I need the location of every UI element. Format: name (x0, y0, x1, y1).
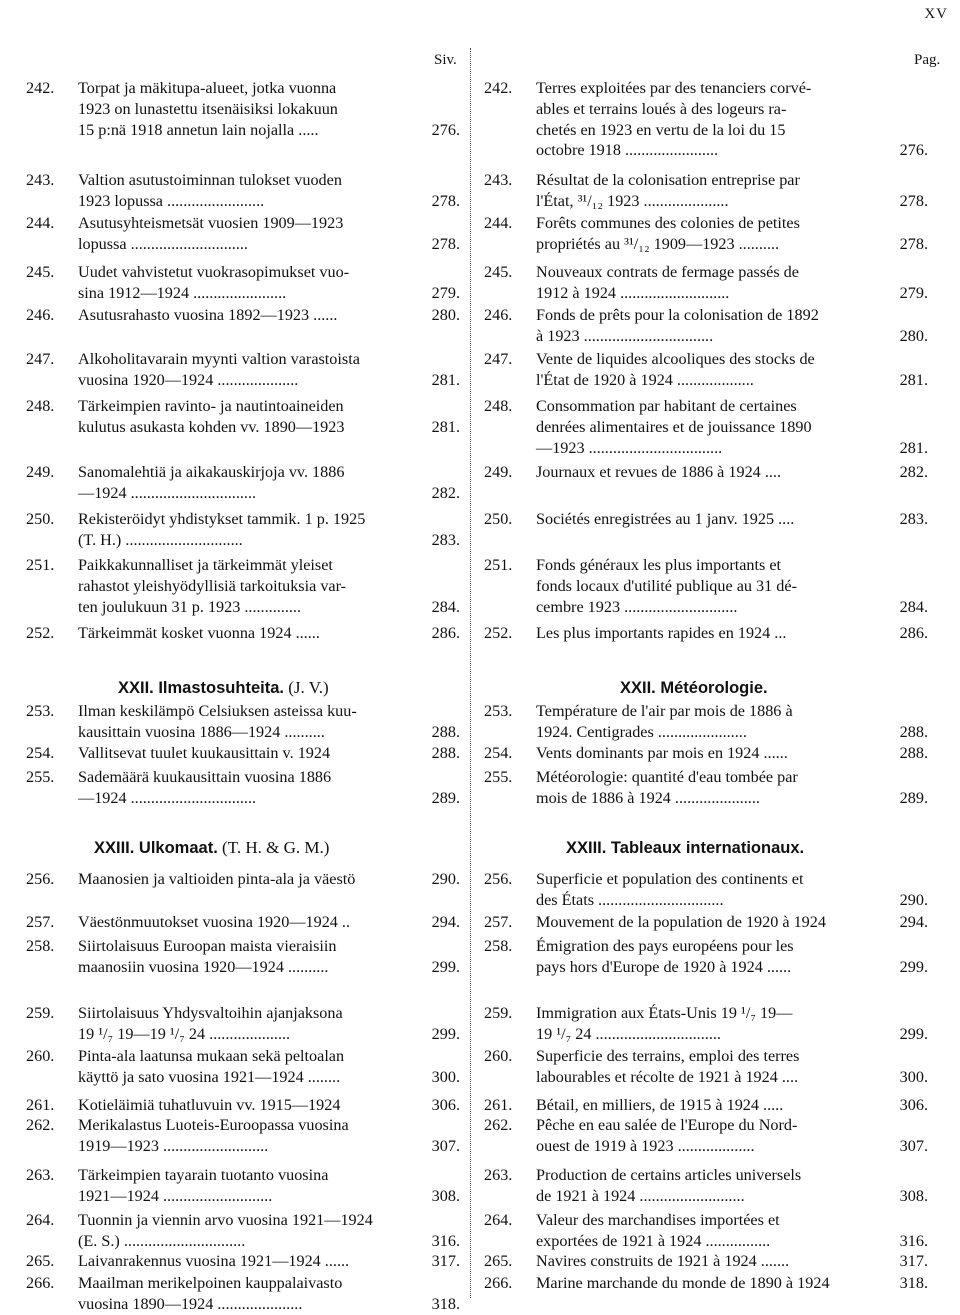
entry-title: Production de certains articles universels de 1921 à 1924 .......................... (536, 1166, 802, 1205)
entry-number: 260. (26, 1047, 55, 1065)
toc-entry (484, 869, 928, 911)
entry-title: Siirtolaisuus Yhdysvaltoihin ajanjaksona 19 ¹/₇ 19—19 ¹/₇ 24 .................... (78, 1004, 343, 1043)
entry-page: 290. (897, 890, 928, 911)
entry-page: 290. (429, 869, 460, 890)
entry-number: 258. (26, 937, 55, 955)
entry-body (536, 869, 928, 911)
entry-title: Kotieläimiä tuhatluvuin vv. 1915—1924 (78, 1096, 341, 1114)
entry-page: 279. (429, 283, 460, 304)
entry-page: 317. (897, 1251, 928, 1272)
entry-page: 299. (897, 1024, 928, 1045)
section-authors: (J. V.) (288, 678, 329, 697)
entry-page: 299. (429, 1024, 460, 1045)
entry-title: Fonds généraux les plus importants et fonds locaux d'utilité publique au 31 dé- cembre 1923 ............................ (536, 556, 797, 616)
entry-title: Tärkeimmät kosket vuonna 1924 ...... (78, 624, 320, 642)
pag-label: Pag. (914, 52, 941, 68)
toc-entry (484, 623, 928, 644)
entry-number: 259. (26, 1004, 55, 1022)
toc-entry (484, 509, 928, 530)
entry-body (536, 1273, 928, 1294)
entry-body (536, 396, 928, 458)
entry-page: 288. (429, 743, 460, 764)
toc-entry (26, 213, 460, 255)
entry-number: 260. (484, 1047, 513, 1065)
entry-number: 242. (484, 79, 513, 97)
entry-number: 245. (26, 263, 55, 281)
entry-page: 308. (429, 1186, 460, 1207)
entry-page: 299. (897, 957, 928, 978)
column-divider (470, 48, 471, 1298)
entry-number: 259. (484, 1004, 513, 1022)
entry-number: 257. (26, 913, 55, 931)
entry-number: 245. (484, 263, 513, 281)
entry-body (536, 1210, 928, 1252)
entry-body (78, 170, 460, 212)
section-heading: XXIII. Ulkomaat. (94, 839, 218, 857)
entry-title: Météorologie: quantité d'eau tombée par mois de 1886 à 1924 ..................... (536, 768, 798, 807)
entry-number: 254. (26, 744, 55, 762)
toc-entry (484, 1046, 928, 1088)
entry-title: Tuonnin ja viennin arvo vuosina 1921—1924 (E. S.) .............................. (78, 1211, 373, 1250)
toc-entry (26, 701, 460, 743)
section-title-xxiii-fr (566, 838, 804, 858)
entry-title: Väestönmuutokset vuosina 1920—1924 .. (78, 913, 351, 931)
entry-title: Nouveaux contrats de fermage passés de 1912 à 1924 ........................... (536, 263, 799, 302)
toc-entry (26, 1210, 460, 1252)
entry-body (536, 555, 928, 617)
page-number: XV (924, 6, 948, 22)
entry-number: 262. (484, 1116, 513, 1134)
entry-title: Résultat de la colonisation entreprise par l'État, ³¹/₁₂ 1923 ..................... (536, 171, 800, 210)
entry-body (78, 1251, 460, 1272)
entry-title: Tärkeimpien tayarain tuotanto vuosina 1921—1924 ........................... (78, 1166, 329, 1205)
entry-number: 262. (26, 1116, 55, 1134)
toc-entry (484, 936, 928, 978)
entry-body (536, 936, 928, 978)
entry-number: 250. (484, 510, 513, 528)
toc-entry (484, 743, 928, 764)
entry-title: Vente de liquides alcooliques des stocks de l'État de 1920 à 1924 ................... (536, 350, 815, 389)
entry-number: 254. (484, 744, 513, 762)
toc-entry (484, 305, 928, 347)
entry-number: 255. (484, 768, 513, 786)
entry-body (78, 78, 460, 140)
entry-number: 243. (484, 171, 513, 189)
entry-page: 306. (897, 1095, 928, 1116)
entry-number: 264. (26, 1211, 55, 1229)
entry-title: Valeur des marchandises importées et exportées de 1921 à 1924 ................ (536, 1211, 780, 1250)
toc-entry (26, 78, 460, 140)
entry-body (536, 262, 928, 304)
entry-body (78, 1046, 460, 1088)
toc-entry (484, 170, 928, 212)
entry-title: Paikkakunnalliset ja tärkeimmät yleiset rahastot yleishyödyllisiä tarkoituksia var- ten joulukuun 31 p. 1923 .............. (78, 556, 347, 616)
entry-page: 289. (429, 788, 460, 809)
entry-number: 255. (26, 768, 55, 786)
toc-entry (484, 767, 928, 809)
toc-entry (26, 912, 460, 933)
toc-entry (26, 462, 460, 504)
entry-number: 258. (484, 937, 513, 955)
toc-entry (26, 1115, 460, 1157)
entry-page: 316. (429, 1231, 460, 1252)
entry-title: Vents dominants par mois en 1924 ...... (536, 744, 788, 762)
entry-number: 256. (26, 870, 55, 888)
entry-body (536, 1115, 928, 1157)
entry-title: Sademäärä kuukausittain vuosina 1886 —1924 ............................... (78, 768, 332, 807)
section-heading: XXII. Météorologie. (620, 679, 768, 697)
entry-title: Vallitsevat tuulet kuukausittain v. 1924 (78, 744, 331, 762)
entry-page: 278. (897, 234, 928, 255)
entry-title: Mouvement de la population de 1920 à 1924 (536, 913, 826, 931)
entry-body (536, 767, 928, 809)
toc-entry (484, 396, 928, 458)
entry-body (78, 1095, 460, 1116)
toc-entry (484, 701, 928, 743)
entry-number: 264. (484, 1211, 513, 1229)
entry-title: Bétail, en milliers, de 1915 à 1924 ..... (536, 1096, 784, 1114)
entry-body (536, 170, 928, 212)
toc-entry (26, 1046, 460, 1088)
entry-body (78, 912, 460, 933)
entry-page: 306. (429, 1095, 460, 1116)
entry-number: 261. (26, 1096, 55, 1114)
entry-body (536, 912, 928, 933)
entry-page: 282. (897, 462, 928, 483)
toc-entry (484, 1115, 928, 1157)
entry-number: 256. (484, 870, 513, 888)
entry-page: 300. (897, 1067, 928, 1088)
siv-label: Siv. (434, 52, 457, 68)
entry-body (78, 1115, 460, 1157)
toc-entry (26, 1003, 460, 1045)
toc-entry (26, 1165, 460, 1207)
entry-number: 261. (484, 1096, 513, 1114)
entry-body (78, 1003, 460, 1045)
entry-number: 253. (484, 702, 513, 720)
entry-body (536, 1003, 928, 1045)
toc-entry (484, 555, 928, 617)
entry-body (536, 1251, 928, 1272)
entry-number: 247. (484, 350, 513, 368)
toc-entry (484, 1273, 928, 1294)
entry-page: 283. (429, 530, 460, 551)
entry-page: 308. (897, 1186, 928, 1207)
entry-page: 281. (897, 370, 928, 391)
entry-title: Ilman keskilämpö Celsiuksen asteissa kuu- kausittain vuosina 1886—1924 .......... (78, 702, 357, 741)
toc-entry (26, 767, 460, 809)
entry-page: 278. (429, 191, 460, 212)
entry-body (78, 1210, 460, 1252)
entry-page: 281. (897, 438, 928, 459)
entry-page: 294. (897, 912, 928, 933)
entry-title: Température de l'air par mois de 1886 à 1924. Centigrades ...................... (536, 702, 793, 741)
entry-number: 253. (26, 702, 55, 720)
entry-title: Superficie et population des continents et des États ............................... (536, 870, 804, 909)
toc-entry (26, 743, 460, 764)
entry-page: 286. (429, 623, 460, 644)
entry-body (78, 305, 460, 326)
entry-title: Tärkeimpien ravinto- ja nautintoaineiden kulutus asukasta kohden vv. 1890—1923 (78, 397, 345, 436)
entry-page: 284. (429, 597, 460, 618)
entry-title: Pinta-ala laatunsa mukaan sekä peltoalan käyttö ja sato vuosina 1921—1924 ........ (78, 1047, 345, 1086)
section-authors: (T. H. & G. M.) (222, 838, 330, 857)
entry-title: Sanomalehtiä ja aikakauskirjoja vv. 1886 —1924 ............................... (78, 463, 345, 502)
entry-title: Pêche en eau salée de l'Europe du Nord- ouest de 1919 à 1923 ................... (536, 1116, 798, 1155)
entry-body (78, 623, 460, 644)
entry-title: Uudet vahvistetut vuokrasopimukset vuo- sina 1912—1924 ....................... (78, 263, 350, 302)
entry-body (536, 462, 928, 483)
entry-number: 266. (484, 1274, 513, 1292)
entry-number: 265. (484, 1252, 513, 1270)
entry-body (78, 349, 460, 391)
toc-entry (484, 213, 928, 255)
entry-title: Alkoholitavarain myynti valtion varastoista vuosina 1920—1924 .................... (78, 350, 360, 389)
entry-body (78, 509, 460, 551)
entry-number: 244. (484, 214, 513, 232)
toc-entry (484, 349, 928, 391)
entry-title: Siirtolaisuus Euroopan maista vieraisiin maanosiin vuosina 1920—1924 .......... (78, 937, 337, 976)
toc-entry (26, 1095, 460, 1116)
entry-page: 276. (897, 140, 928, 161)
entry-page: 307. (429, 1136, 460, 1157)
entry-page: 286. (897, 623, 928, 644)
entry-page: 281. (429, 370, 460, 391)
entry-number: 263. (484, 1166, 513, 1184)
section-title-xxii-fi (118, 678, 329, 698)
entry-number: 251. (26, 556, 55, 574)
entry-page: 278. (897, 191, 928, 212)
entry-title: Laivanrakennus vuosina 1921—1924 ...... (78, 1252, 350, 1270)
entry-body (78, 1273, 460, 1315)
entry-title: Torpat ja mäkitupa-alueet, jotka vuonna 1923 on lunastettu itsenäisiksi lokakuun 15 p:nä 1918 annetun lain nojalla ..... (78, 79, 338, 139)
entry-body (536, 1095, 928, 1116)
entry-title: Marine marchande du monde de 1890 à 1924 (536, 1274, 830, 1292)
toc-entry (484, 462, 928, 483)
entry-number: 249. (26, 463, 55, 481)
entry-body (78, 767, 460, 809)
entry-page: 300. (429, 1067, 460, 1088)
entry-page: 318. (429, 1294, 460, 1315)
entry-title: Rekisteröidyt yhdistykset tammik. 1 p. 1925 (T. H.) ............................. (78, 510, 366, 549)
entry-body (78, 262, 460, 304)
section-heading: XXIII. Tableaux internationaux. (566, 839, 805, 857)
toc-entry (26, 509, 460, 551)
entry-body (78, 701, 460, 743)
entry-title: Les plus importants rapides en 1924 ... (536, 624, 787, 642)
entry-title: Asutusyhteismetsät vuosien 1909—1923 lopussa ............................. (78, 214, 344, 253)
entry-page: 307. (897, 1136, 928, 1157)
entry-number: 249. (484, 463, 513, 481)
entry-title: Maanosien ja valtioiden pinta-ala ja väestö (78, 870, 356, 888)
toc-entry (484, 912, 928, 933)
entry-title: Asutusrahasto vuosina 1892—1923 ...... (78, 306, 338, 324)
toc-entry (484, 262, 928, 304)
entry-number: 252. (484, 624, 513, 642)
entry-page: 288. (429, 722, 460, 743)
entry-title: Terres exploitées par des tenanciers corvé- ables et terrains loués à des logeurs ra- chetés en 1923 en vertu de la loi du 15 octobre 1918 ....................... (536, 79, 812, 160)
entry-number: 266. (26, 1274, 55, 1292)
entry-page: 282. (429, 483, 460, 504)
entry-body (78, 1165, 460, 1207)
entry-number: 248. (484, 397, 513, 415)
section-title-xxiii-fi (94, 838, 329, 858)
entry-body (78, 396, 460, 438)
entry-title: Fonds de prêts pour la colonisation de 1892 à 1923 ................................ (536, 306, 819, 345)
entry-body (78, 555, 460, 617)
entry-number: 248. (26, 397, 55, 415)
entry-page: 279. (897, 283, 928, 304)
toc-entry (484, 1165, 928, 1207)
entry-body (536, 305, 928, 347)
entry-number: 263. (26, 1166, 55, 1184)
entry-title: Merikalastus Luoteis-Euroopassa vuosina 1919—1923 .......................... (78, 1116, 349, 1155)
entry-number: 246. (484, 306, 513, 324)
entry-number: 242. (26, 79, 55, 97)
entry-number: 246. (26, 306, 55, 324)
entry-page: 276. (429, 120, 460, 141)
toc-entry (484, 1251, 928, 1272)
entry-title: Navires construits de 1921 à 1924 ....... (536, 1252, 790, 1270)
entry-page: 289. (897, 788, 928, 809)
toc-entry (26, 170, 460, 212)
toc-entry (26, 623, 460, 644)
entry-page: 316. (897, 1231, 928, 1252)
entry-page: 294. (429, 912, 460, 933)
entry-body (78, 462, 460, 504)
toc-entry (26, 1273, 460, 1315)
entry-body (536, 78, 928, 161)
entry-number: 243. (26, 171, 55, 189)
entry-title: Maailman merikelpoinen kauppalaivasto vuosina 1890—1924 ..................... (78, 1274, 343, 1313)
entry-body (536, 213, 928, 255)
entry-page: 280. (897, 326, 928, 347)
toc-entry (26, 349, 460, 391)
entry-title: Sociétés enregistrées au 1 janv. 1925 .... (536, 510, 795, 528)
entry-body (536, 1165, 928, 1207)
entry-number: 251. (484, 556, 513, 574)
entry-title: Superficie des terrains, emploi des terres labourables et récolte de 1921 à 1924 .... (536, 1047, 800, 1086)
section-title-xxii-fr (620, 678, 768, 698)
toc-entry (484, 1210, 928, 1252)
toc-entry (26, 1251, 460, 1272)
entry-page: 288. (897, 743, 928, 764)
toc-entry (484, 78, 928, 161)
toc-entry (26, 305, 460, 326)
entry-page: 281. (429, 417, 460, 438)
section-heading: XXII. Ilmastosuhteita. (118, 679, 284, 697)
toc-entry (26, 262, 460, 304)
entry-title: Valtion asutustoiminnan tulokset vuoden 1923 lopussa ........................ (78, 171, 342, 210)
entry-title: Journaux et revues de 1886 à 1924 .... (536, 463, 782, 481)
entry-page: 317. (429, 1251, 460, 1272)
entry-number: 257. (484, 913, 513, 931)
entry-page: 278. (429, 234, 460, 255)
entry-number: 244. (26, 214, 55, 232)
entry-body (78, 743, 460, 764)
entry-number: 247. (26, 350, 55, 368)
entry-body (78, 213, 460, 255)
toc-entry (26, 936, 460, 978)
entry-title: Consommation par habitant de certaines denrées alimentaires et de jouissance 1890 —1923 ................................. (536, 397, 812, 457)
entry-body (536, 509, 928, 530)
entry-body (536, 1046, 928, 1088)
toc-entry (26, 869, 460, 890)
entry-body (78, 936, 460, 978)
entry-title: Forêts communes des colonies de petites propriétés au ³¹/₁₂ 1909—1923 .......... (536, 214, 800, 253)
entry-page: 318. (897, 1273, 928, 1294)
entry-number: 252. (26, 624, 55, 642)
entry-body (536, 349, 928, 391)
entry-body (536, 701, 928, 743)
entry-page: 299. (429, 957, 460, 978)
toc-entry (484, 1003, 928, 1045)
toc-entry (26, 555, 460, 617)
entry-number: 265. (26, 1252, 55, 1270)
entry-title: Émigration des pays européens pour les pays hors d'Europe de 1920 à 1924 ...... (536, 937, 794, 976)
entry-title: Immigration aux États-Unis 19 ¹/₇ 19— 19 ¹/₇ 24 ............................... (536, 1004, 793, 1043)
entry-page: 283. (897, 509, 928, 530)
entry-body (536, 743, 928, 764)
toc-entry (26, 396, 460, 438)
entry-number: 250. (26, 510, 55, 528)
entry-body (536, 623, 928, 644)
toc-entry (484, 1095, 928, 1116)
entry-body (78, 869, 460, 890)
entry-page: 284. (897, 597, 928, 618)
entry-page: 280. (429, 305, 460, 326)
entry-page: 288. (897, 722, 928, 743)
